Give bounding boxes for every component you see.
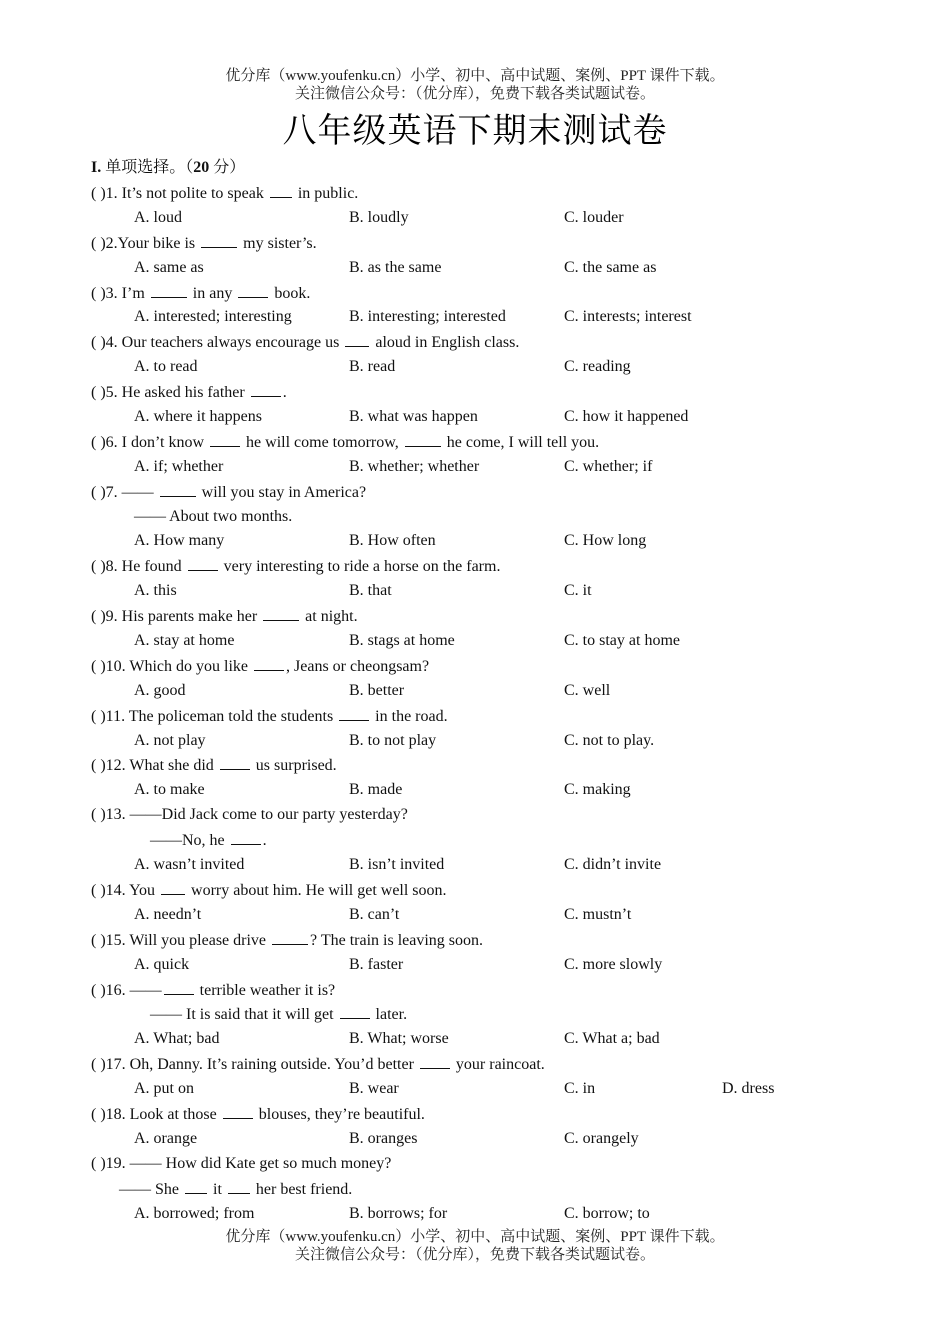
answer-option: B. to not play	[349, 731, 437, 749]
answer-option: C. didn’t invite	[564, 856, 662, 874]
question-text: ( )2.Your bike is	[91, 234, 200, 252]
question-stem	[91, 1102, 911, 1127]
option-row	[91, 1077, 911, 1102]
option-row	[91, 256, 911, 281]
question-text: ( )16. ——	[91, 981, 162, 999]
option-row	[91, 455, 911, 480]
response-text: .	[262, 832, 267, 850]
option-row	[91, 953, 911, 978]
answer-option: B. that	[349, 582, 392, 600]
answer-option: C. in	[564, 1080, 596, 1098]
response-text: —— It is said that it will get	[150, 1006, 338, 1024]
answer-option: A. stay at home	[134, 632, 235, 650]
answer-blank	[220, 753, 250, 770]
question-text: ( )5. He asked his father	[91, 384, 249, 402]
section-text: 单项选择。（	[105, 159, 194, 176]
answer-option: C. well	[564, 681, 611, 699]
question-text: aloud in English class.	[371, 334, 520, 352]
question-text: ? The train is leaving soon.	[310, 931, 484, 949]
question-text: ( )17. Oh, Danny. It’s raining outside. You’d better	[91, 1056, 418, 1074]
option-row	[91, 355, 911, 380]
question-text: book.	[270, 284, 311, 302]
question-text: , Jeans or cheongsam?	[286, 657, 430, 675]
question-stem	[91, 330, 911, 355]
question-text: will you stay in America?	[197, 483, 367, 501]
option-row	[91, 629, 911, 654]
option-row	[91, 778, 911, 803]
answer-option: A. put on	[134, 1080, 194, 1098]
answer-option: B. better	[349, 681, 405, 699]
option-row	[91, 529, 911, 554]
question-text: my sister’s.	[239, 234, 317, 252]
answer-option: C. not to play.	[564, 731, 655, 749]
answer-option: A. if; whether	[134, 457, 224, 475]
header-line-2: 关注微信公众号：（优分库），免费下载各类试题试卷。	[294, 86, 655, 102]
answer-blank	[263, 604, 299, 621]
question-stem	[91, 1152, 911, 1177]
option-row	[91, 903, 911, 928]
answer-option: B. How often	[349, 532, 436, 550]
response-text: ——No, he	[150, 832, 229, 850]
answer-option: B. what was happen	[349, 408, 478, 426]
question-text: he will come tomorrow,	[242, 433, 403, 451]
answer-option: A. quick	[134, 955, 190, 973]
option-row	[91, 305, 911, 330]
option-row	[91, 1127, 911, 1152]
question-text: ( )6. I don’t know	[91, 433, 209, 451]
answer-option: B. wear	[349, 1080, 399, 1098]
response-text: it	[209, 1180, 226, 1198]
answer-blank	[405, 430, 441, 447]
answer-option: B. as the same	[349, 258, 442, 276]
answer-option: A. wasn’t invited	[134, 856, 245, 874]
answer-option: A. orange	[134, 1129, 198, 1147]
answer-blank	[231, 828, 261, 845]
question-stem	[91, 1052, 911, 1077]
option-row	[91, 579, 911, 604]
question-stem	[91, 928, 911, 953]
answer-option: B. made	[349, 781, 403, 799]
question-text: he come, I will tell you.	[442, 433, 600, 451]
response-text: —— She	[119, 1180, 183, 1198]
question-stem	[91, 480, 911, 505]
question-stem	[91, 231, 911, 256]
question-text: at night.	[301, 608, 358, 626]
question-text: ( )15. Will you please drive	[91, 931, 271, 949]
answer-option: A. same as	[134, 258, 204, 276]
answer-blank	[223, 1102, 253, 1119]
answer-option: C. louder	[564, 208, 624, 226]
question-stem	[91, 604, 911, 629]
answer-blank	[345, 330, 369, 347]
answer-blank	[151, 281, 187, 298]
section-number: I.	[91, 159, 102, 176]
answer-blank	[272, 928, 308, 945]
question-text: ( )18. Look at those	[91, 1105, 221, 1123]
answer-blank	[228, 1177, 250, 1194]
answer-blank	[161, 878, 185, 895]
question-stem	[91, 753, 911, 778]
question-text: ( )14. You	[91, 881, 160, 899]
answer-option: A. borrowed; from	[134, 1204, 255, 1222]
question-text: ( )8. He found	[91, 558, 186, 576]
answer-option: C. how it happened	[564, 408, 689, 426]
question-text: blouses, they’re beautiful.	[254, 1105, 425, 1123]
question-text: us surprised.	[251, 757, 337, 775]
answer-blank	[164, 978, 194, 995]
answer-blank	[254, 654, 284, 671]
answer-option: B. borrows; for	[349, 1204, 448, 1222]
answer-option: C. interests; interest	[564, 308, 692, 326]
question-stem	[91, 554, 911, 579]
answer-option: C. reading	[564, 358, 631, 376]
option-row	[91, 1027, 911, 1052]
question-stem	[91, 281, 911, 306]
answer-option: B. isn’t invited	[349, 856, 445, 874]
question-text: very interesting to ride a horse on the farm.	[219, 558, 501, 576]
question-text: ( )12. What she did	[91, 757, 218, 775]
answer-option: A. How many	[134, 532, 225, 550]
header-line-1: 优分库（www.youfenku.cn）小学、初中、高中试题、案例、PPT 课件下载。	[225, 68, 725, 84]
answer-blank	[188, 554, 218, 571]
answer-option: A. interested; interesting	[134, 308, 292, 326]
answer-option: C. mustn’t	[564, 905, 632, 923]
answer-blank	[251, 380, 281, 397]
question-text: terrible weather it is?	[195, 981, 336, 999]
answer-option: A. loud	[134, 208, 182, 226]
answer-option: B. read	[349, 358, 396, 376]
page-title: 八年级英语下期末测试卷	[282, 111, 668, 151]
question-text: ( )10. Which do you like	[91, 657, 253, 675]
question-text: ( )4. Our teachers always encourage us	[91, 334, 344, 352]
question-text: in any	[188, 284, 237, 302]
question-stem	[91, 803, 911, 828]
question-stem	[91, 704, 911, 729]
answer-blank	[339, 704, 369, 721]
answer-option: C. orangely	[564, 1129, 639, 1147]
question-text: ( )11. The policeman told the students	[91, 707, 338, 725]
answer-option: A. needn’t	[134, 905, 202, 923]
answer-option: C. to stay at home	[564, 632, 680, 650]
answer-option: A. not play	[134, 731, 206, 749]
response-text: her best friend.	[251, 1180, 353, 1198]
answer-blank	[160, 480, 196, 497]
section-score: 20	[193, 159, 210, 176]
footer-line-2: 关注微信公众号：（优分库），免费下载各类试题试卷。	[294, 1247, 655, 1263]
question-text: ( )7. ——	[91, 483, 158, 501]
answer-option: B. can’t	[349, 905, 400, 923]
answer-option: B. faster	[349, 955, 404, 973]
question-stem	[91, 380, 911, 405]
answer-option: B. loudly	[349, 208, 409, 226]
question-text: ( )13. ——Did Jack come to our party yesterday?	[91, 806, 408, 824]
question-text: in public.	[293, 185, 359, 202]
option-row	[91, 679, 911, 704]
question-response	[91, 1177, 911, 1202]
answer-option: C. borrow; to	[564, 1204, 650, 1222]
option-row	[91, 405, 911, 430]
answer-option: A. to read	[134, 358, 198, 376]
option-row	[91, 853, 911, 878]
section-heading	[91, 158, 245, 178]
answer-blank	[270, 181, 292, 198]
question-stem	[91, 430, 911, 455]
answer-option: A. where it happens	[134, 408, 262, 426]
option-row	[91, 1202, 911, 1227]
question-response	[91, 1002, 911, 1027]
question-text: worry about him. He will get well soon.	[187, 881, 447, 899]
answer-blank	[185, 1177, 207, 1194]
question-stem	[91, 654, 911, 679]
answer-option: C. whether; if	[564, 457, 653, 475]
answer-blank	[210, 430, 240, 447]
question-text: ( )3. I’m	[91, 284, 149, 302]
section-tail: 分）	[209, 159, 246, 176]
response-text: later.	[371, 1006, 408, 1024]
question-text: your raincoat.	[451, 1056, 545, 1074]
question-text: ( )19. —— How did Kate get so much money?	[91, 1154, 392, 1172]
answer-option: C. more slowly	[564, 955, 663, 973]
answer-option: A. to make	[134, 781, 205, 799]
question-text: ( )1. It’s not polite to speak	[91, 185, 268, 202]
answer-blank	[340, 1002, 370, 1019]
answer-option: A. good	[134, 681, 186, 699]
answer-option: B. What; worse	[349, 1030, 449, 1048]
answer-option: C. What a; bad	[564, 1030, 660, 1048]
question-response	[91, 828, 911, 853]
option-row	[91, 729, 911, 754]
answer-option: C. the same as	[564, 258, 657, 276]
answer-blank	[238, 281, 268, 298]
footer-line-1: 优分库（www.youfenku.cn）小学、初中、高中试题、案例、PPT 课件下载。	[225, 1229, 725, 1245]
answer-option: C. it	[564, 582, 592, 600]
question-stem	[91, 978, 911, 1003]
answer-blank	[420, 1052, 450, 1069]
question-response	[91, 505, 911, 530]
question-stem	[91, 878, 911, 903]
answer-option: B. whether; whether	[349, 457, 480, 475]
answer-option: C. making	[564, 781, 631, 799]
question-text: .	[282, 384, 287, 402]
answer-blank	[201, 231, 237, 248]
answer-option: B. stags at home	[349, 632, 455, 650]
option-row	[91, 206, 911, 231]
answer-option: A. this	[134, 582, 177, 600]
question-list	[91, 181, 911, 1226]
response-text: —— About two months.	[134, 507, 293, 525]
answer-option: B. interesting; interested	[349, 308, 506, 326]
answer-option: B. oranges	[349, 1129, 418, 1147]
question-stem	[91, 181, 911, 206]
answer-option: A. What; bad	[134, 1030, 220, 1048]
question-text: in the road.	[371, 707, 448, 725]
answer-option: D. dress	[722, 1080, 775, 1098]
question-text: ( )9. His parents make her	[91, 608, 262, 626]
answer-option: C. How long	[564, 532, 647, 550]
